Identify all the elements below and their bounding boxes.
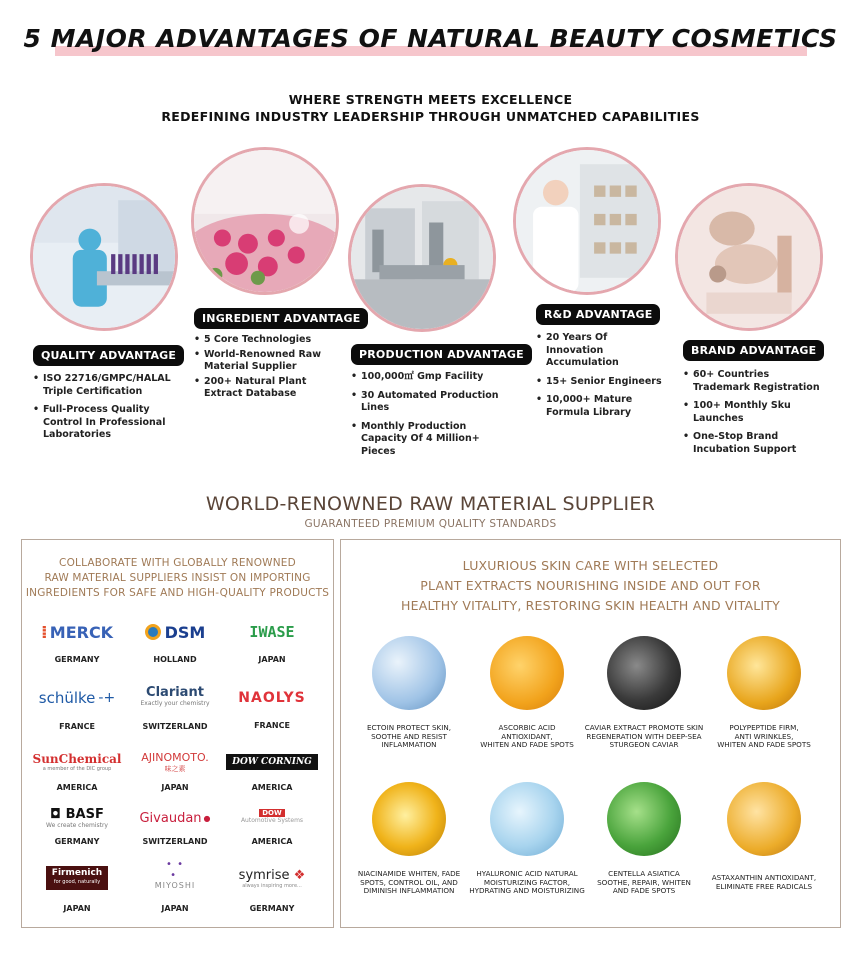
supplier-country: SWITZERLAND	[142, 722, 208, 731]
list-item: • 30 Automated Production Lines	[351, 390, 511, 415]
ectoin-image	[372, 636, 446, 710]
ingredient-caption: HYALURONIC ACID NATURAL MOISTURIZING FACTOR, HYDRATING AND MOISTURIZING	[469, 869, 585, 896]
miyoshi-logo: • • • MIYOSHI	[154, 858, 196, 890]
supplier-panel-text	[21, 556, 334, 601]
supplier-country: SWITZERLAND	[142, 837, 208, 846]
centella-asiatica-image	[607, 782, 681, 856]
supplier-country: JAPAN	[161, 904, 189, 913]
merck-logo: ⁞ MERCK	[40, 621, 114, 643]
supplier-country: FRANCE	[59, 722, 95, 731]
clariant-logo: Clariant Exactly your chemistry	[140, 685, 210, 707]
supplier-text-line: INGREDIENTS FOR SAFE AND HIGH-QUALITY PRODUCTS	[25, 587, 330, 599]
production-advantage-label: PRODUCTION ADVANTAGE	[351, 344, 532, 365]
quality-advantage-label: QUALITY ADVANTAGE	[33, 345, 184, 366]
ingredient-caption: CENTELLA ASIATICA SOOTHE, REPAIR, WHITEN AND FADE SPOTS	[597, 869, 691, 896]
supplier-country: GERMANY	[249, 904, 295, 913]
supplier-text-line: COLLABORATE WITH GLOBALLY RENOWNED	[59, 557, 296, 569]
supplier-country: GERMANY	[54, 655, 100, 664]
dow-corning-logo: DOW CORNING	[222, 744, 322, 780]
symrise-logo: symrise ❖ always inspiring more...	[238, 867, 306, 889]
supplier-country: GERMANY	[54, 837, 100, 846]
production-advantage-list	[351, 371, 511, 464]
list-item: • 20 Years Of Innovation Accumulation	[536, 332, 666, 370]
list-item: • 10,000+ Mature Formula Library	[536, 394, 666, 419]
astaxanthin-image	[727, 782, 801, 856]
ingredient-caption: CAVIAR EXTRACT PROMOTE SKIN REGENERATION WITH DEEP-SEA STURGEON CAVIAR	[584, 723, 704, 750]
supplier-country: AMERICA	[56, 783, 98, 792]
naolys-logo: NAOLYS	[238, 690, 306, 706]
ingredients-panel-text	[340, 556, 841, 616]
ajinomoto-logo: AJINOMOTO. 味之素	[141, 750, 209, 773]
supplier-country: FRANCE	[254, 721, 290, 730]
ingredient-caption: ASCORBIC ACID ANTIOXIDANT, WHITEN AND FADE SPOTS	[480, 723, 574, 750]
firmenich-logo: Firmenich for good, naturally	[27, 860, 127, 896]
list-item: • World-Renowned Raw Material Supplier	[194, 349, 344, 374]
brand-advantage-list	[683, 369, 823, 462]
ingredient-rose-photo	[191, 147, 339, 295]
brand-advantage-label: BRAND ADVANTAGE	[683, 340, 824, 361]
list-item: • 60+ Countries Trademark Registration	[683, 369, 823, 394]
supplier-section-subtitle: GUARANTEED PREMIUM QUALITY STANDARDS	[304, 518, 557, 530]
list-item: • 200+ Natural Plant Extract Database	[194, 376, 344, 401]
list-item: • 15+ Senior Engineers	[536, 376, 666, 389]
schulke-logo: schülke -+	[38, 689, 116, 707]
page-title: 5 MAJOR ADVANTAGES OF NATURAL BEAUTY COSMETICS	[23, 24, 838, 53]
rnd-advantage-list	[536, 332, 666, 425]
list-item: • Monthly Production Capacity Of 4 Million+ Pieces	[351, 421, 511, 459]
supplier-text-line: RAW MATERIAL SUPPLIERS INSIST ON IMPORTING	[44, 572, 311, 584]
list-item: • 100,000㎡ Gmp Facility	[351, 371, 511, 384]
caviar-image	[607, 636, 681, 710]
list-item: • Full-Process Quality Control In Professional Laboratories	[33, 404, 183, 442]
ingredient-advantage-label: INGREDIENT ADVANTAGE	[194, 308, 368, 329]
hyaluronic-acid-image	[490, 782, 564, 856]
sunchemical-logo: SunChemical a member of the DIC group	[32, 752, 122, 772]
supplier-country: JAPAN	[258, 655, 286, 664]
supplier-country: AMERICA	[251, 783, 293, 792]
list-item: • 5 Core Technologies	[194, 334, 344, 347]
subtitle-line-2: REDEFINING INDUSTRY LEADERSHIP THROUGH UNMATCHED CAPABILITIES	[161, 109, 700, 124]
ingredient-caption: NIACINAMIDE WHITEN, FADE SPOTS, CONTROL OIL, AND DIMINISH INFLAMMATION	[357, 869, 461, 896]
supplier-section-title: WORLD-RENOWNED RAW MATERIAL SUPPLIER	[205, 493, 656, 515]
ingredient-caption: ECTOIN PROTECT SKIN, SOOTHE AND RESIST INFLAMMATION	[366, 723, 452, 750]
ascorbic-acid-image	[490, 636, 564, 710]
ingredient-caption: ASTAXANTHIN ANTIOXIDANT, ELIMINATE FREE RADICALS	[711, 873, 817, 891]
list-item: • 100+ Monthly Sku Launches	[683, 400, 823, 425]
list-item: • One-Stop Brand Incubation Support	[683, 431, 823, 456]
ingredient-advantage-list	[194, 334, 344, 407]
ingredients-text-line: PLANT EXTRACTS NOURISHING INSIDE AND OUT FOR	[420, 578, 761, 593]
polypeptide-image	[727, 636, 801, 710]
supplier-country: JAPAN	[63, 904, 91, 913]
niacinamide-image	[372, 782, 446, 856]
list-item: • ISO 22716/GMPC/HALAL Triple Certification	[33, 373, 183, 398]
supplier-country: HOLLAND	[153, 655, 197, 664]
dow-logo: DOW Automotive Systems	[240, 808, 304, 824]
rnd-advantage-label: R&D ADVANTAGE	[536, 304, 660, 325]
dsm-logo: DSM	[125, 614, 225, 650]
quality-advantage-list	[33, 373, 183, 448]
brand-products-photo	[675, 183, 823, 331]
iwase-logo: IWASE	[249, 623, 295, 641]
ingredient-caption: POLYPEPTIDE FIRM, ANTI WRINKLES, WHITEN AND FADE SPOTS	[717, 723, 811, 750]
quality-lab-photo	[30, 183, 178, 331]
production-machine-photo	[348, 184, 496, 332]
givaudan-logo: Givaudan ●	[139, 810, 211, 826]
supplier-country: JAPAN	[161, 783, 189, 792]
subtitle-line-1: WHERE STRENGTH MEETS EXCELLENCE	[288, 92, 573, 107]
basf-logo: ◘ BASF We create chemistry	[46, 807, 108, 829]
supplier-country: AMERICA	[251, 837, 293, 846]
rnd-lab-photo	[513, 147, 661, 295]
ingredients-text-line: LUXURIOUS SKIN CARE WITH SELECTED	[462, 558, 719, 573]
ingredients-text-line: HEALTHY VITALITY, RESTORING SKIN HEALTH AND VITALITY	[401, 598, 780, 613]
